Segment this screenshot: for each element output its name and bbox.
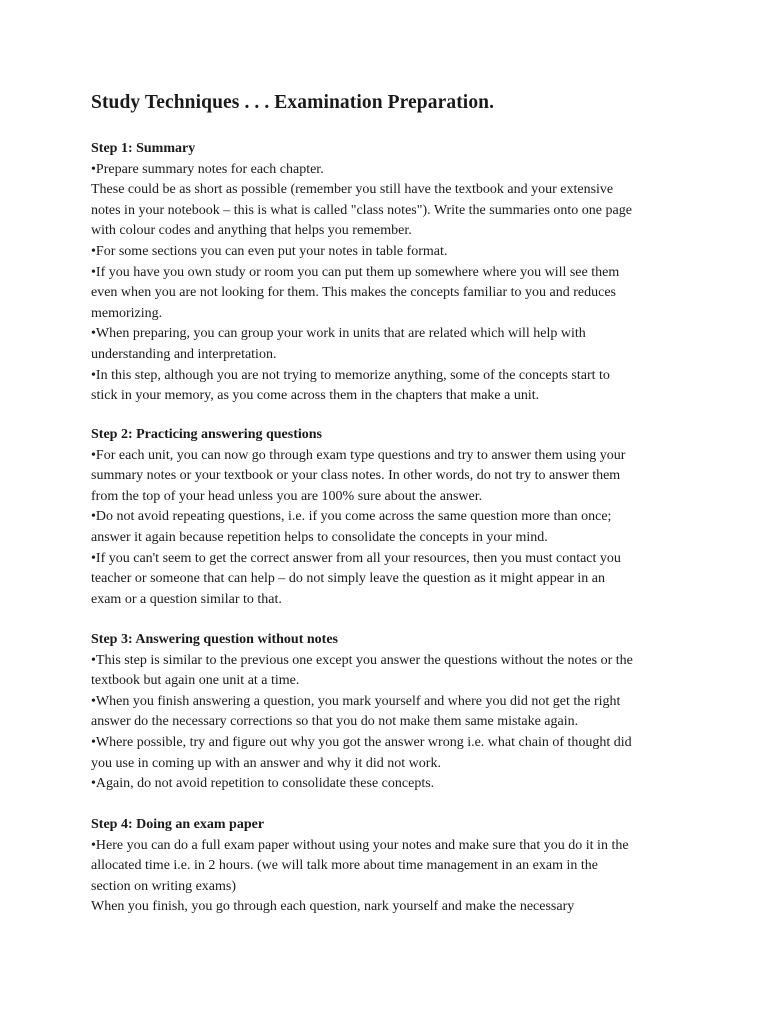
section-step-1 [91, 139, 691, 407]
paragraph-line: •This step is similar to the previous one except you answer the questions without the notes or the [91, 652, 633, 668]
paragraph-line: even when you are not looking for them. This makes the concepts familiar to you and reduces [91, 285, 616, 301]
paragraph-line: with colour codes and anything that helps you remember. [91, 223, 412, 239]
paragraph-line: •Where possible, try and figure out why you got the answer wrong i.e. what chain of thought did [91, 734, 632, 750]
section-step-3 [91, 630, 691, 795]
paragraph-line: •For each unit, you can now go through exam type questions and try to answer them using your [91, 447, 626, 463]
paragraph-line: These could be as short as possible (remember you still have the textbook and your extensive [91, 182, 614, 198]
paragraph-line: notes in your notebook – this is what is called "class notes"). Write the summaries onto one page [91, 202, 632, 218]
paragraph-line: •When you finish answering a question, you mark yourself and where you did not get the right [91, 693, 621, 709]
paragraph-line: teacher or someone that can help – do not simply leave the question as it might appear in an [91, 571, 605, 587]
section-step-4 [91, 815, 691, 918]
paragraph-line: section on writing exams) [91, 878, 237, 894]
paragraph-line: stick in your memory, as you come across them in the chapters that make a unit. [91, 388, 540, 404]
paragraph-line: you use in coming up with an answer and why it did not work. [91, 755, 441, 771]
paragraph-line: exam or a question similar to that. [91, 591, 282, 607]
paragraph-line: •In this step, although you are not trying to memorize anything, some of the concepts start to [91, 367, 610, 383]
paragraph-line: from the top of your head unless you are 100% sure about the answer. [91, 488, 483, 504]
paragraph-line: understanding and interpretation. [91, 346, 277, 362]
section-heading: Step 1: Summary [91, 141, 196, 156]
paragraph-line: answer it again because repetition helps to consolidate the concepts in your mind. [91, 529, 548, 545]
paragraph-line: summary notes or your textbook or your class notes. In other words, do not try to answer them [91, 468, 621, 484]
paragraph-line: •Again, do not avoid repetition to consolidate these concepts. [91, 776, 435, 792]
paragraph-line: •If you can't seem to get the correct answer from all your resources, then you must contact you [91, 550, 621, 566]
paragraph-line: •For some sections you can even put your notes in table format. [91, 243, 448, 259]
paragraph-line: textbook but again one unit at a time. [91, 673, 300, 689]
section-step-2 [91, 425, 691, 610]
paragraph-line: •If you have you own study or room you can put them up somewhere where you will see them [91, 264, 620, 280]
paragraph-line: answer do the necessary corrections so that you do not make them same mistake again. [91, 714, 579, 730]
paragraph-line: •Do not avoid repeating questions, i.e. if you come across the same question more than once; [91, 509, 612, 525]
paragraph-line: When you finish, you go through each question, nark yourself and make the necessary [91, 899, 575, 915]
paragraph-line: •Here you can do a full exam paper without using your notes and make sure that you do it in the [91, 837, 629, 853]
paragraph-line: allocated time i.e. in 2 hours. (we will talk more about time management in an exam in the [91, 858, 598, 874]
section-heading: Step 3: Answering question without notes [91, 632, 338, 647]
section-heading: Step 2: Practicing answering questions [91, 427, 322, 442]
paragraph-line: •Prepare summary notes for each chapter. [91, 161, 324, 177]
paragraph-line: memorizing. [91, 305, 163, 321]
document-title: Study Techniques . . . Examination Preparation. [91, 92, 495, 113]
paragraph-line: •When preparing, you can group your work in units that are related which will help with [91, 326, 586, 342]
section-heading: Step 4: Doing an exam paper [91, 817, 265, 832]
